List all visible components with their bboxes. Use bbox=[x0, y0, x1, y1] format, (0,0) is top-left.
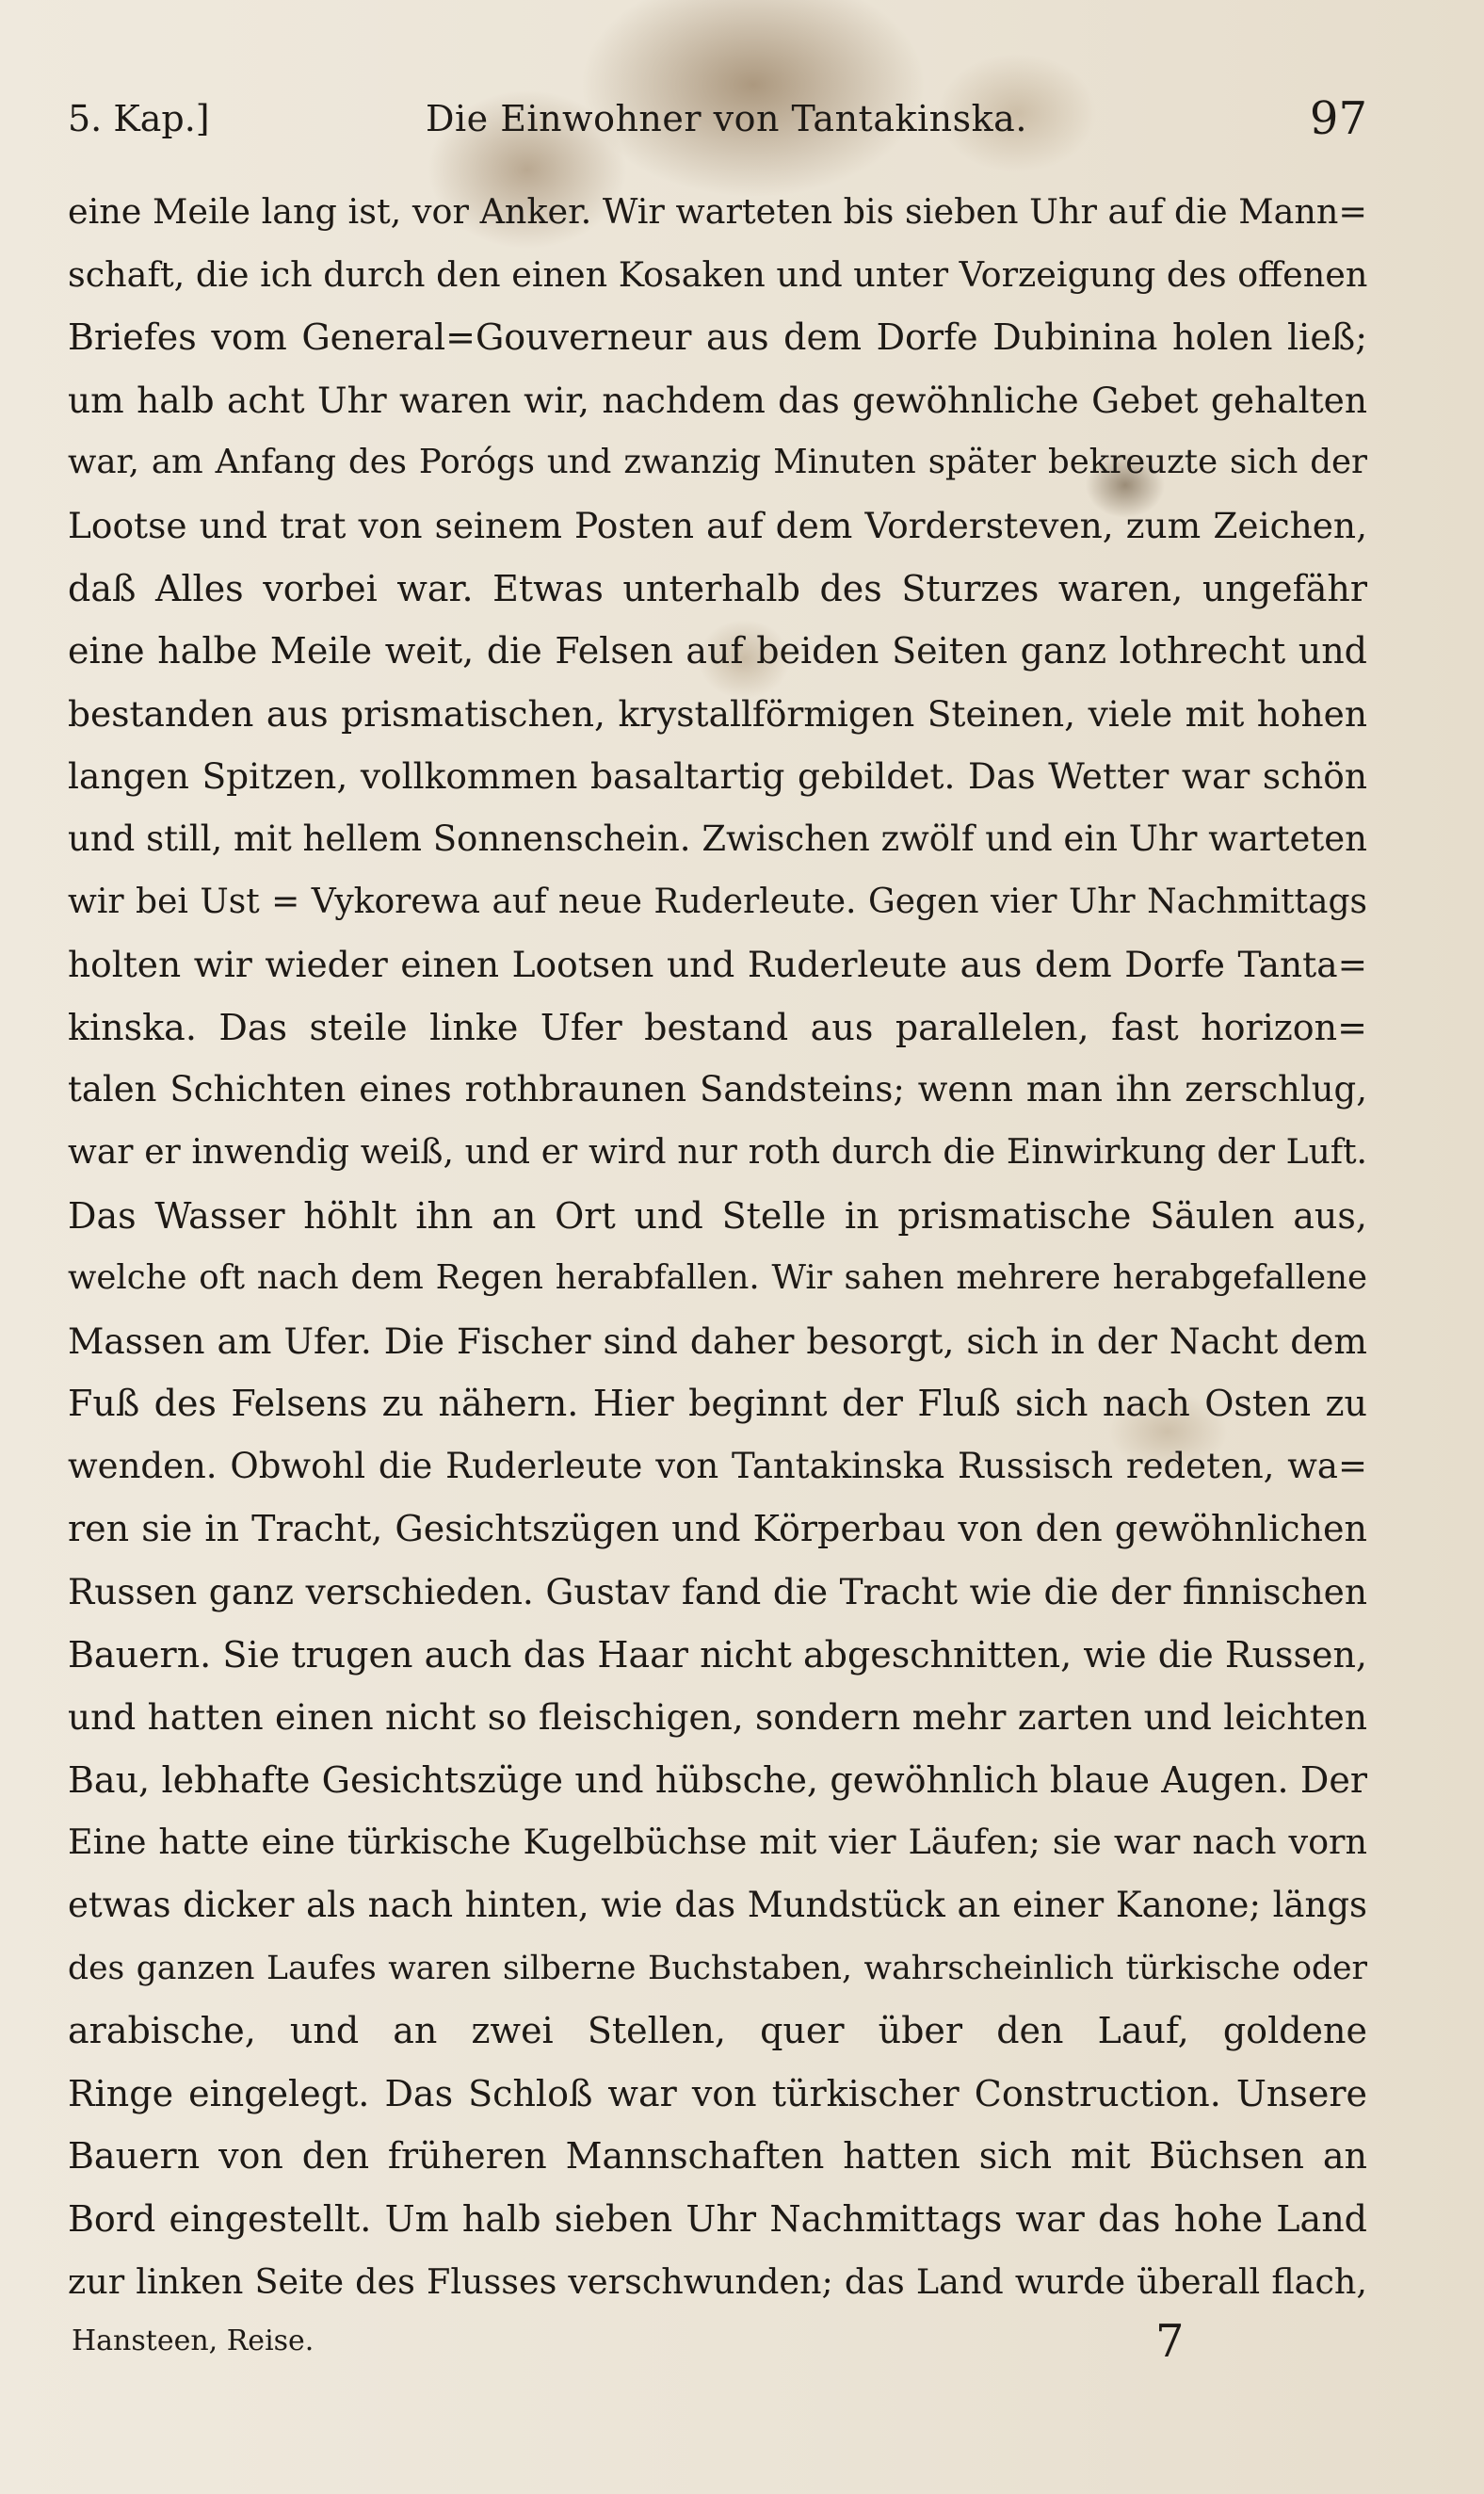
chapter-reference: 5. Kap.] bbox=[68, 98, 210, 139]
text-line: schaft, die ich durch den einen Kosaken und unter Vorzeigung des offenen bbox=[68, 253, 1367, 295]
text-line: zur linken Seite des Flusses verschwunden; das Land wurde überall flach, bbox=[68, 2260, 1367, 2302]
running-title: Die Einwohner von Tantakinska. bbox=[426, 98, 1027, 139]
text-line: Bord eingestellt. Um halb sieben Uhr Nachmittags war das hohe Land bbox=[68, 2198, 1367, 2240]
text-line: welche oft nach dem Regen herabfallen. Wir sahen mehrere herabgefallene bbox=[68, 1258, 1367, 1298]
text-line: war, am Anfang des Porógs und zwanzig Minuten später bekreuzte sich der bbox=[68, 443, 1367, 482]
text-line: langen Spitzen, vollkommen basaltartig gebildet. Das Wetter war schön bbox=[68, 755, 1367, 798]
signature-footer bbox=[68, 2315, 1367, 2372]
text-line: eine Meile lang ist, vor Anker. Wir warteten bis sieben Uhr auf die Mann= bbox=[68, 191, 1367, 232]
text-line: Bauern von den früheren Mannschaften hatten sich mit Büchsen an bbox=[68, 2135, 1367, 2178]
text-line: Lootse und trat von seinem Posten auf dem Vordersteven, zum Zeichen, bbox=[68, 504, 1367, 546]
text-line: Briefes vom General=Gouverneur aus dem Dorfe Dubinina holen ließ; bbox=[68, 316, 1367, 359]
text-line: des ganzen Laufes waren silberne Buchstaben, wahrscheinlich türkische oder bbox=[68, 1949, 1367, 1987]
text-line: wenden. Obwohl die Ruderleute von Tantakinska Russisch redeten, wa= bbox=[68, 1445, 1367, 1486]
signature-mark: 7 bbox=[1155, 2315, 1185, 2368]
text-line: kinska. Das steile linke Ufer bestand aus parallelen, fast horizon= bbox=[68, 1006, 1367, 1048]
text-line: talen Schichten eines rothbraunen Sandsteins; wenn man ihn zerschlug, bbox=[68, 1069, 1367, 1110]
text-line: daß Alles vorbei war. Etwas unterhalb des Sturzes waren, ungefähr bbox=[68, 567, 1367, 609]
text-line: Ringe eingelegt. Das Schloß war von türkischer Construction. Unsere bbox=[68, 2072, 1367, 2114]
text-line: Fuß des Felsens zu nähern. Hier beginnt der Fluß sich nach Osten zu bbox=[68, 1383, 1367, 1425]
text-line: Massen am Ufer. Die Fischer sind daher besorgt, sich in der Nacht dem bbox=[68, 1320, 1367, 1362]
body-text bbox=[68, 181, 1367, 2313]
text-line: Bauern. Sie trugen auch das Haar nicht abgeschnitten, wie die Russen, bbox=[68, 1633, 1367, 1676]
text-line: und hatten einen nicht so fleischigen, sondern mehr zarten und leichten bbox=[68, 1696, 1367, 1739]
text-line: Bau, lebhafte Gesichtszüge und hübsche, gewöhnlich blaue Augen. Der bbox=[68, 1758, 1367, 1801]
text-line: Eine hatte eine türkische Kugelbüchse mit vier Läufen; sie war nach vorn bbox=[68, 1822, 1367, 1863]
page-number: 97 bbox=[1309, 92, 1367, 145]
text-line: war er inwendig weiß, und er wird nur roth durch die Einwirkung der Luft. bbox=[68, 1132, 1367, 1172]
text-line: ren sie in Tracht, Gesichtszügen und Körperbau von den gewöhnlichen bbox=[68, 1508, 1367, 1550]
text-line: um halb acht Uhr waren wir, nachdem das gewöhnliche Gebet gehalten bbox=[68, 379, 1367, 421]
signature-line: Hansteen, Reise. bbox=[72, 2324, 315, 2357]
text-line: bestanden aus prismatischen, krystallförmigen Steinen, viele mit hohen bbox=[68, 692, 1367, 735]
text-line: eine halbe Meile weit, die Felsen auf beiden Seiten ganz lothrecht und bbox=[68, 630, 1367, 672]
text-line: etwas dicker als nach hinten, wie das Mundstück an einer Kanone; längs bbox=[68, 1885, 1367, 1926]
text-line: arabische, und an zwei Stellen, quer über den Lauf, goldene bbox=[68, 2010, 1367, 2052]
text-line: und still, mit hellem Sonnenschein. Zwischen zwölf und ein Uhr warteten bbox=[68, 818, 1367, 859]
text-line: Das Wasser höhlt ihn an Ort und Stelle in prismatische Säulen aus, bbox=[68, 1194, 1367, 1237]
text-line: holten wir wieder einen Lootsen und Ruderleute aus dem Dorfe Tanta= bbox=[68, 944, 1367, 986]
text-line: Russen ganz verschieden. Gustav fand die Tracht wie die der finnischen bbox=[68, 1571, 1367, 1613]
text-line: wir bei Ust = Vykorewa auf neue Ruderleute. Gegen vier Uhr Nachmittags bbox=[68, 882, 1367, 921]
running-header bbox=[68, 90, 1367, 156]
